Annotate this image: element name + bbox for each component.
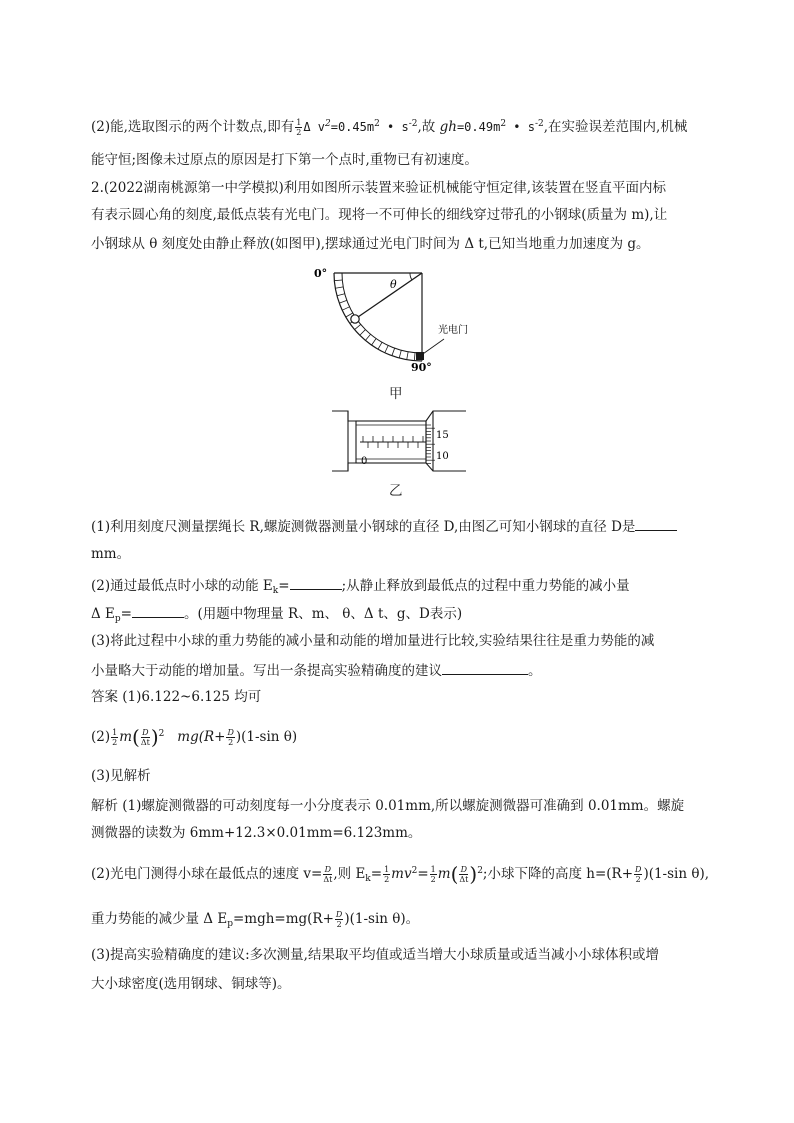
figure-pendulum-protractor — [310, 263, 468, 403]
fraction-half: $\frac{1}{2}$ — [112, 728, 118, 747]
analysis-line5: (3)提高实验精确度的建议:多次测量,结果取平均值或适当增大小球质量或适当减小小球体积或增 — [91, 947, 659, 963]
label-90-degree: 90° — [411, 361, 432, 374]
question-2-part1-unit: mm。 — [91, 546, 131, 562]
protractor-tick — [407, 352, 408, 360]
fraction-d-over-dt: $\frac{D}{\Delta t}$ — [140, 728, 150, 747]
protractor-tick — [339, 300, 347, 303]
micrometer-label-15: 15 — [436, 430, 449, 441]
micrometer-label-0: 0 — [361, 456, 368, 467]
fraction-half: $\frac{1}{2}$ — [430, 865, 436, 884]
protractor-tick — [372, 339, 377, 346]
protractor-tick — [342, 307, 349, 310]
analysis-line2: 测微器的读数为 6mm+12.3×0.01mm=6.123mm。 — [91, 825, 422, 841]
answer-blank-diameter[interactable] — [635, 516, 677, 531]
answer-blank-potential-energy[interactable] — [132, 603, 184, 618]
question-2-part2-line2: Δ $E_p=$ 。(用题中物理量 R、m、 θ、Δ t、g、D表示) — [91, 603, 462, 628]
answer-part2-line1: (2)能,选取图示的两个计数点,即有 $\frac{1}{2}$ Δ $v^2=0.45m^2$ • $s^{-2}$,故 $gh=0.49m^2$ • $s^{-2}$,在实验误差范围内,机械 — [91, 118, 688, 137]
answer-part3: (3)见解析 — [91, 768, 151, 784]
answer-blank-kinetic-energy[interactable] — [290, 575, 342, 590]
figure-jia-caption: 甲 — [389, 386, 403, 402]
protractor-tick — [414, 353, 415, 361]
protractor-tick — [355, 324, 361, 329]
protractor-tick — [365, 334, 370, 340]
answer-part1: 答案 (1)6.122~6.125 均可 — [91, 689, 262, 705]
label-photogate: 光电门 — [438, 325, 468, 336]
analysis-line6: 大小球密度(选用钢球、铜球等)。 — [91, 976, 291, 992]
protractor-tick — [385, 346, 388, 353]
fraction-d-over-2: $\frac{D}{2}$ — [335, 910, 343, 929]
fraction-d-over-dt: $\frac{D}{\Delta t}$ — [323, 865, 333, 884]
steel-ball — [351, 315, 359, 323]
fraction-d-over-2: $\frac{D}{2}$ — [227, 728, 234, 747]
protractor-ticks — [334, 273, 422, 361]
question-2-part3-line1: (3)将此过程中小球的重力势能的减小量和动能的增加量进行比较,实验结果往往是重力势能的减 — [91, 633, 655, 649]
analysis-line3: (2)光电门测得小球在最低点的速度 v= $\frac{D}{\Delta t}$ ,则 $E_k=$ $\frac{1}{2}$ $mv^2=$ $\frac{1}{2}$ m( $\frac{D}{\Delta t}$ )$^2$;小球下降的高度 h=(R+ $\frac{D}{2}$ )(1-sin θ), — [91, 862, 710, 886]
analysis-line4: 重力势能的减少量 Δ $E_p=mgh=mg(R+$ $\frac{D}{2}$ )(1-sin θ)。 — [91, 910, 420, 929]
fraction-d-over-dt: $\frac{D}{\Delta t}$ — [459, 865, 469, 884]
protractor-tick — [334, 280, 342, 281]
protractor-tick — [335, 287, 343, 288]
question-2-part3-line2: 小量略大于动能的增加量。写出一条提高实验精确度的建议 。 — [91, 660, 542, 680]
answer-blank-suggestion[interactable] — [442, 660, 528, 675]
figure-micrometer — [330, 407, 470, 475]
question-2-line3: 小钢球从 θ 刻度处由静止释放(如图甲),摆球通过光电门时间为 Δ t,已知当地重力加速度为 g。 — [91, 236, 650, 252]
protractor-tick — [360, 330, 366, 336]
analysis-line1: 解析 (1)螺旋测微器的可动刻度每一小分度表示 0.01mm,所以螺旋测微器可准确到 0.01mm。螺旋 — [91, 798, 685, 814]
question-2-part2-line1: (2)通过最低点时小球的动能 $E_k=$ ;从静止释放到最低点的过程中重力势能的减小量 — [91, 575, 630, 600]
thimble-ticks — [426, 425, 435, 463]
answer-part2: (2) $\frac{1}{2}$ m( $\frac{D}{\Delta t}$ )$^2$ mg(R+ $\frac{D}{2}$ )(1-sin θ) — [91, 725, 298, 749]
figure-yi-caption: 乙 — [389, 483, 403, 499]
question-2-part1: (1)利用刻度尺测量摆绳长 R,螺旋测微器测量小钢球的直径 D,由图乙可知小钢球的直径 D是 — [91, 516, 677, 536]
protractor-tick — [337, 294, 345, 296]
protractor-tick — [399, 350, 401, 358]
protractor-tick — [392, 348, 395, 356]
micrometer-label-10: 10 — [436, 451, 449, 462]
label-0-degree: 0° — [314, 267, 328, 280]
answer-part2-line2: 能守恒;图像未过原点的原因是打下第一个点时,重物已有初速度。 — [91, 152, 478, 168]
fraction-d-over-2: $\frac{D}{2}$ — [635, 865, 642, 884]
question-2-line2: 有表示圆心角的刻度,最低点装有光电门。现将一不可伸长的细线穿过带孔的小钢球(质量为 m),让 — [91, 207, 668, 223]
fraction-half: $\frac{1}{2}$ — [296, 118, 302, 137]
fraction-half: $\frac{1}{2}$ — [384, 865, 390, 884]
protractor-tick — [378, 342, 382, 349]
question-2-line1: 2.(2022湖南桃源第一中学模拟)利用如图所示装置来验证机械能守恒定律,该装置在竖直平面内标 — [91, 180, 667, 196]
label-theta: θ — [390, 278, 397, 291]
